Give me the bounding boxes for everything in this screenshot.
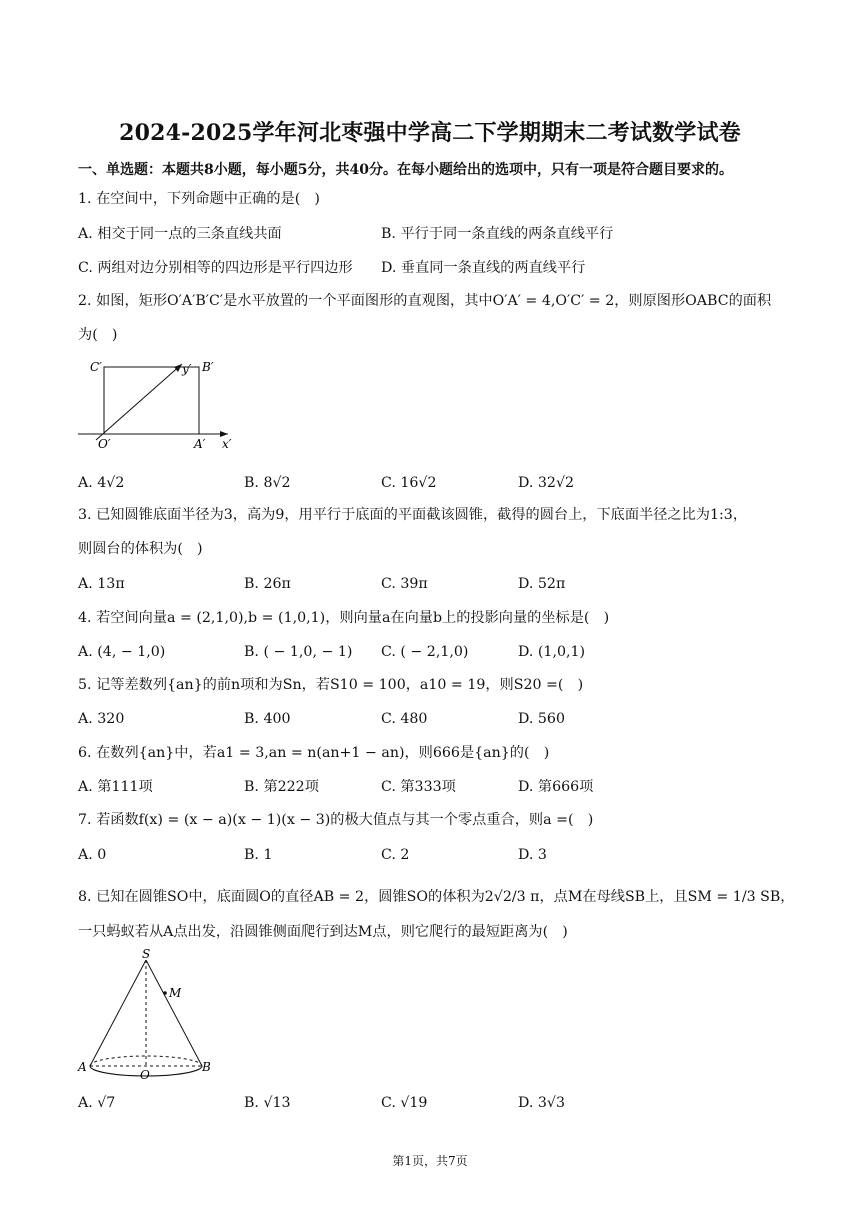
question-8-line-2: 一只蚂蚁若从A点出发，沿圆锥侧面爬行到达M点，则它爬行的最短距离为( ) [78,924,568,940]
section-heading: 一、单选题：本题共8小题，每小题5分，共40分。在每小题给出的选项中，只有一项是符合题目要求的。 [78,162,733,178]
q3-option-a: A. 13π [78,576,125,592]
q6-option-b: B. 第222项 [244,779,319,795]
q8-option-a: A. √7 [78,1095,116,1111]
q1-option-b: B. 平行于同一条直线的两条直线平行 [381,226,614,242]
label-a-prime: A′ [194,437,206,451]
q3-option-b: B. 26π [244,576,291,592]
q5-option-b: B. 400 [244,711,291,727]
q6-option-c: C. 第333项 [381,779,456,795]
q7-option-a: A. 0 [78,847,107,863]
page-footer: 第1页，共7页 [392,1154,468,1168]
question-7: 7. 若函数f(x) = (x − a)(x − 1)(x − 3)的极大值点与其一个零点重合，则a =( ) [78,812,594,828]
q8-cone-figure [76,948,216,1080]
label-b: B [202,1060,211,1074]
q4-option-c: C. ( − 2,1,0) [381,644,469,660]
label-c-prime: C′ [90,360,102,374]
label-m: M [169,986,182,1000]
q1-option-d: D. 垂直同一条直线的两直线平行 [381,260,586,276]
q2-option-d: D. 32√2 [518,475,575,491]
question-8-line-1: 8. 已知在圆锥SO中，底面圆O的直径AB = 2，圆锥SO的体积为2√2/3 π，点M在母线SB上，且SM = 1/3 SB， [78,889,795,905]
q8-option-d: D. 3√3 [518,1095,565,1111]
q2-option-a: A. 4√2 [78,475,125,491]
q4-option-b: B. ( − 1,0, − 1) [244,644,353,660]
label-s: S [142,948,151,961]
q4-option-d: D. (1,0,1) [518,644,586,660]
question-5: 5. 记等差数列{an}的前n项和为Sn，若S10 = 100，a10 = 19，则S20 =( ) [78,677,584,693]
q8-option-c: C. √19 [381,1095,428,1111]
label-y-prime: y′ [182,362,192,376]
q5-option-d: D. 560 [518,711,565,727]
label-b-prime: B′ [202,360,214,374]
question-1: 1. 在空间中，下列命题中正确的是( ) [78,191,320,207]
q1-option-a: A. 相交于同一点的三条直线共面 [78,226,282,242]
question-3-line-1: 3. 已知圆锥底面半径为3，高为9，用平行于底面的平面截该圆锥，截得的圆台上，下底面半径之比为1:3， [78,507,748,523]
q2-option-b: B. 8√2 [244,475,291,491]
question-2-line-2: 为( ) [78,327,118,343]
exam-title: 2024-2025学年河北枣强中学高二下学期期末二考试数学试卷 [119,120,741,146]
q6-option-a: A. 第111项 [78,779,153,795]
q7-option-d: D. 3 [518,847,547,863]
label-o-prime: O′ [98,437,111,451]
question-4: 4. 若空间向量a = (2,1,0),b = (1,0,1)，则向量a在向量b上的投影向量的坐标是( ) [78,610,610,626]
q7-option-b: B. 1 [244,847,273,863]
q2-oblique-figure [76,356,236,452]
question-2-line-1: 2. 如图，矩形O′A′B′C′是水平放置的一个平面图形的直观图，其中O′A′ = 4,O′C′ = 2，则原图形OABC的面积 [78,293,772,309]
question-6: 6. 在数列{an}中，若a1 = 3,an = n(an+1 − an)，则666是{an}的( ) [78,745,550,761]
label-x-prime: x′ [222,437,232,451]
q5-option-a: A. 320 [78,711,125,727]
q3-option-c: C. 39π [381,576,428,592]
label-a: A [78,1060,87,1074]
q7-option-c: C. 2 [381,847,410,863]
q1-option-c: C. 两组对边分别相等的四边形是平行四边形 [78,260,353,276]
question-3-line-2: 则圆台的体积为( ) [78,541,203,557]
q5-option-c: C. 480 [381,711,428,727]
q2-option-c: C. 16√2 [381,475,437,491]
q6-option-d: D. 第666项 [518,779,594,795]
q8-option-b: B. √13 [244,1095,291,1111]
q3-option-d: D. 52π [518,576,566,592]
label-o: O [140,1068,150,1080]
q4-option-a: A. (4, − 1,0) [78,644,166,660]
